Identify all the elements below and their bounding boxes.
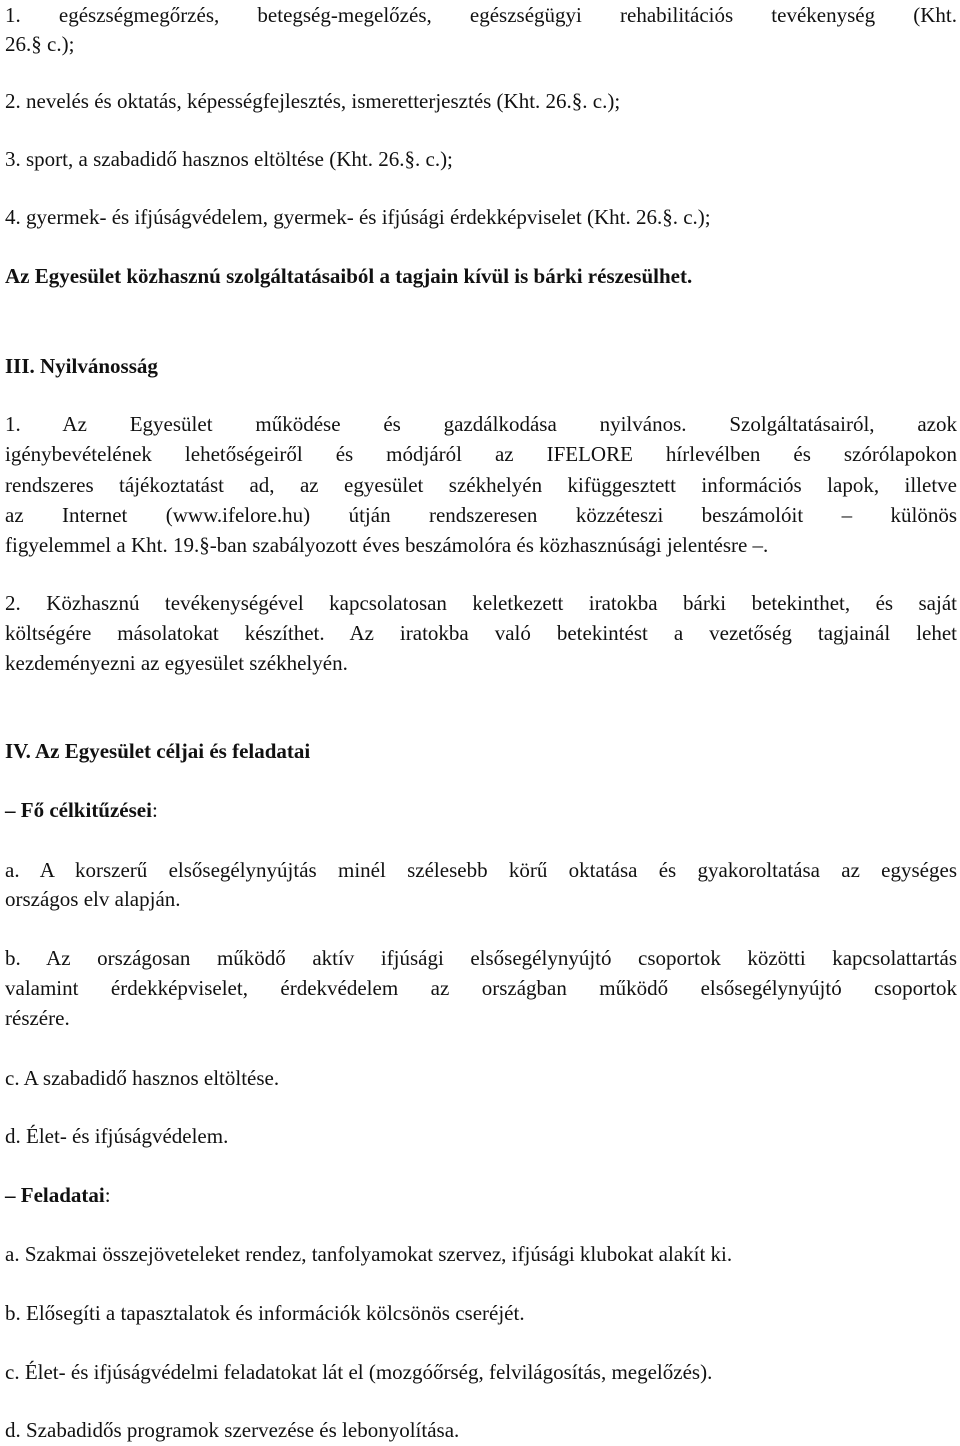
goals-dash: – <box>5 798 21 822</box>
goal-a-line-2: országos elv alapján. <box>5 887 181 911</box>
paragraph-2-line-2: költségére másolatokat készíthet. Az iratokba való betekintést a vezetőség tagjainál lehet <box>5 621 957 645</box>
list-item-4: 4. gyermek- és ifjúságvédelem, gyermek- és ifjúsági érdekképviselet (Kht. 26.§. c.); <box>5 205 711 229</box>
goals-heading <box>5 795 957 825</box>
list-item-2: 2. nevelés és oktatás, képességfejlesztés, ismeretterjesztés (Kht. 26.§. c.); <box>5 89 621 113</box>
goal-c: c. A szabadidő hasznos eltöltése. <box>5 1066 280 1090</box>
list-item-1: 1. egészségmegőrzés, betegség-megelőzés, egészségügyi rehabilitációs tevékenység (Kht. <box>5 3 957 27</box>
goals-colon: : <box>151 798 158 822</box>
paragraph-2-line-3: kezdeményezni az egyesület székhelyén. <box>5 651 348 675</box>
goal-d: d. Élet- és ifjúságvédelem. <box>5 1124 229 1148</box>
paragraph-1-line-5: figyelemmel a Kht. 19.§-ban szabályozott éves beszámolóra és közhasznúsági jelentésre –. <box>5 533 769 557</box>
goal-b-line-1: b. Az országosan működő aktív ifjúsági elsősegélynyújtó csoportok közötti kapcsolattartás <box>5 946 957 970</box>
task-d: d. Szabadidős programok szervezése és lebonyolítása. <box>5 1418 460 1442</box>
list-item-1-cont: 26.§ c.); <box>5 32 75 56</box>
tasks-colon: : <box>104 1183 111 1207</box>
task-b: b. Elősegíti a tapasztalatok és információk kölcsönös cseréjét. <box>5 1301 525 1325</box>
goal-b-line-3: részére. <box>5 1006 70 1030</box>
section-heading-iii: III. Nyilvánosság <box>5 354 158 378</box>
task-c: c. Élet- és ifjúságvédelmi feladatokat lát el (mozgóőrség, felvilágosítás, megelőzés). <box>5 1360 713 1384</box>
paragraph-1-line-2: igénybevételének lehetőségeiről és módjáról az IFELORE hírlevélben és szórólapokon <box>5 442 957 466</box>
goal-a-line-1: a. A korszerű elsősegélynyújtás minél szélesebb körű oktatása és gyakoroltatása az egységes <box>5 858 957 882</box>
tasks-label: Feladatai <box>20 1183 105 1207</box>
list-item-3: 3. sport, a szabadidő hasznos eltöltése (Kht. 26.§. c.); <box>5 147 453 171</box>
paragraph-1-line-3: rendszeres tájékoztatást ad, az egyesület székhelyén kifüggesztett információs lapok, illetve <box>5 473 957 497</box>
paragraph-1-line-1: 1. Az Egyesület működése és gazdálkodása nyilvános. Szolgáltatásairól, azok <box>5 412 957 436</box>
goal-b-line-2: valamint érdekképviselet, érdekvédelem az országban működő elsősegélynyújtó csoportok <box>5 976 957 1000</box>
task-a: a. Szakmai összejöveteleket rendez, tanfolyamokat szervez, ifjúsági klubokat alakít ki. <box>5 1242 733 1266</box>
paragraph-1-line-4: az Internet (www.ifelore.hu) útján rendszeresen közzéteszi beszámolóit – különös <box>5 503 957 527</box>
tasks-heading <box>5 1180 957 1210</box>
public-benefit-statement: Az Egyesület közhasznú szolgáltatásaiból a tagjain kívül is bárki részesülhet. <box>5 264 693 288</box>
goals-label: Fő célkitűzései <box>20 798 152 822</box>
section-heading-iv: IV. Az Egyesület céljai és feladatai <box>5 739 311 763</box>
paragraph-2-line-1: 2. Közhasznú tevékenységével kapcsolatosan keletkezett iratokba bárki betekinthet, és saját <box>5 591 957 615</box>
tasks-dash: – <box>5 1183 21 1207</box>
